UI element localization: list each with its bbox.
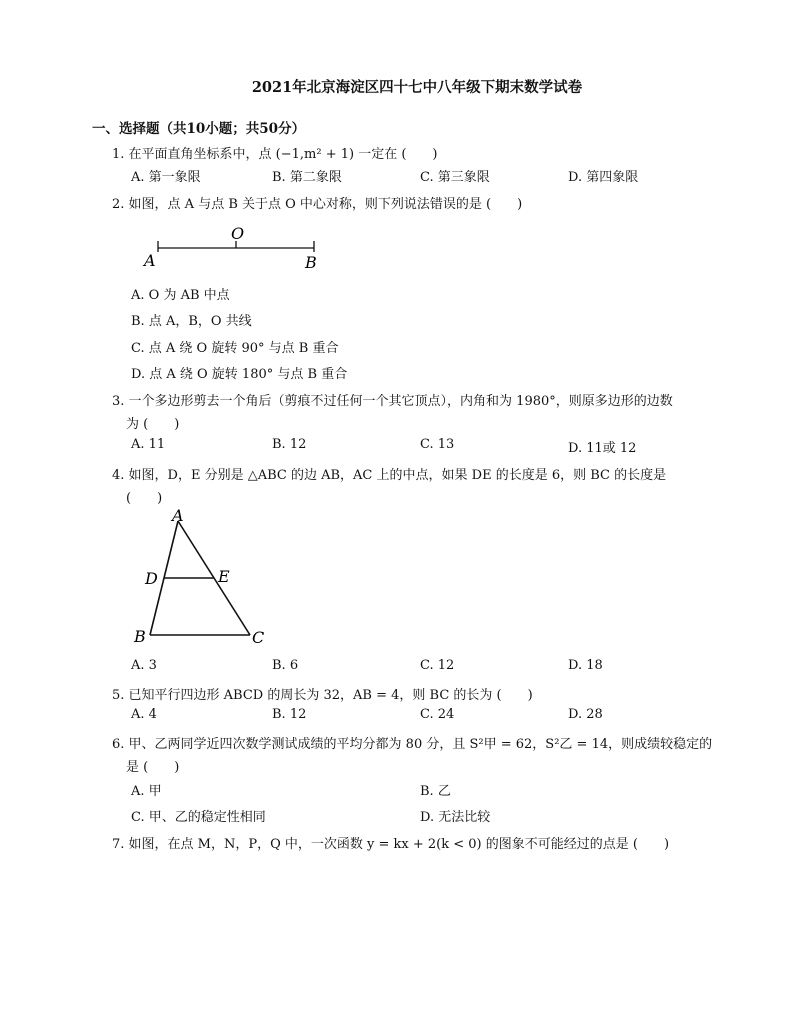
question-6-stem-cont: 是 ( ) bbox=[126, 760, 180, 775]
q6-option-b: B. 乙 bbox=[420, 784, 451, 799]
q4-option-d: D. 18 bbox=[568, 658, 603, 673]
q4-option-c: C. 12 bbox=[420, 658, 455, 673]
q2-segment-figure bbox=[140, 222, 340, 272]
section-heading: 一、选择题（共10小题；共50分） bbox=[92, 121, 306, 137]
q2-label-o: O bbox=[231, 224, 245, 243]
q4-triangle-figure bbox=[128, 503, 278, 653]
q3-option-c: C. 13 bbox=[420, 437, 455, 452]
q1-option-c: C. 第三象限 bbox=[420, 170, 490, 185]
q4-label-b: B bbox=[134, 627, 146, 646]
q3-option-d: D. 11或 12 bbox=[568, 441, 637, 456]
q5-option-a: A. 4 bbox=[131, 707, 157, 722]
question-1-stem: 1. 在平面直角坐标系中，点 (−1,m² + 1) 一定在 ( ) bbox=[112, 147, 438, 162]
q5-option-c: C. 24 bbox=[420, 707, 455, 722]
q2-option-b: B. 点 A，B，O 共线 bbox=[131, 314, 252, 329]
question-7-stem: 7. 如图，在点 M，N，P，Q 中，一次函数 y = kx + 2(k < 0) 的图象不可能经过的点是 ( ) bbox=[112, 837, 670, 852]
q1-option-d: D. 第四象限 bbox=[568, 170, 639, 185]
question-4-stem: 4. 如图，D，E 分别是 △ABC 的边 AB，AC 上的中点，如果 DE 的长度是 6，则 BC 的长度是 bbox=[112, 468, 667, 483]
question-3-stem: 3. 一个多边形剪去一个角后（剪痕不过任何一个其它顶点），内角和为 1980°，则原多边形的边数 bbox=[112, 394, 673, 409]
q3-option-b: B. 12 bbox=[272, 437, 307, 452]
q2-option-d: D. 点 A 绕 O 旋转 180° 与点 B 重合 bbox=[131, 367, 348, 382]
q6-option-a: A. 甲 bbox=[131, 784, 162, 799]
q2-option-c: C. 点 A 绕 O 旋转 90° 与点 B 重合 bbox=[131, 341, 339, 356]
q4-option-b: B. 6 bbox=[272, 658, 299, 673]
q5-option-d: D. 28 bbox=[568, 707, 603, 722]
q2-option-a: A. O 为 AB 中点 bbox=[131, 288, 230, 303]
question-6-stem: 6. 甲、乙两同学近四次数学测试成绩的平均分都为 80 分，且 S²甲 = 62，S²乙 = 14，则成绩较稳定的 bbox=[112, 737, 713, 752]
q3-option-a: A. 11 bbox=[131, 437, 166, 452]
question-5-stem: 5. 已知平行四边形 ABCD 的周长为 32，AB = 4，则 BC 的长为 ( ) bbox=[112, 688, 533, 703]
q4-label-d: D bbox=[145, 569, 158, 588]
q6-option-d: D. 无法比较 bbox=[420, 810, 491, 825]
page-title: 2021年北京海淀区四十七中八年级下期末数学试卷 bbox=[251, 79, 583, 96]
q1-option-b: B. 第二象限 bbox=[272, 170, 342, 185]
q2-label-a: A bbox=[144, 251, 156, 270]
question-3-stem-cont: 为 ( ) bbox=[126, 417, 180, 432]
q6-option-c: C. 甲、乙的稳定性相同 bbox=[131, 810, 266, 825]
q1-option-a: A. 第一象限 bbox=[131, 170, 201, 185]
q4-option-a: A. 3 bbox=[131, 658, 157, 673]
q2-label-b: B bbox=[305, 253, 317, 272]
question-2-stem: 2. 如图，点 A 与点 B 关于点 O 中心对称，则下列说法错误的是 ( ) bbox=[112, 197, 523, 212]
q4-label-e: E bbox=[218, 567, 230, 586]
q5-option-b: B. 12 bbox=[272, 707, 307, 722]
q4-label-c: C bbox=[252, 628, 265, 647]
q4-label-a: A bbox=[172, 506, 184, 525]
question-4-stem-cont: ( ) bbox=[126, 491, 163, 506]
